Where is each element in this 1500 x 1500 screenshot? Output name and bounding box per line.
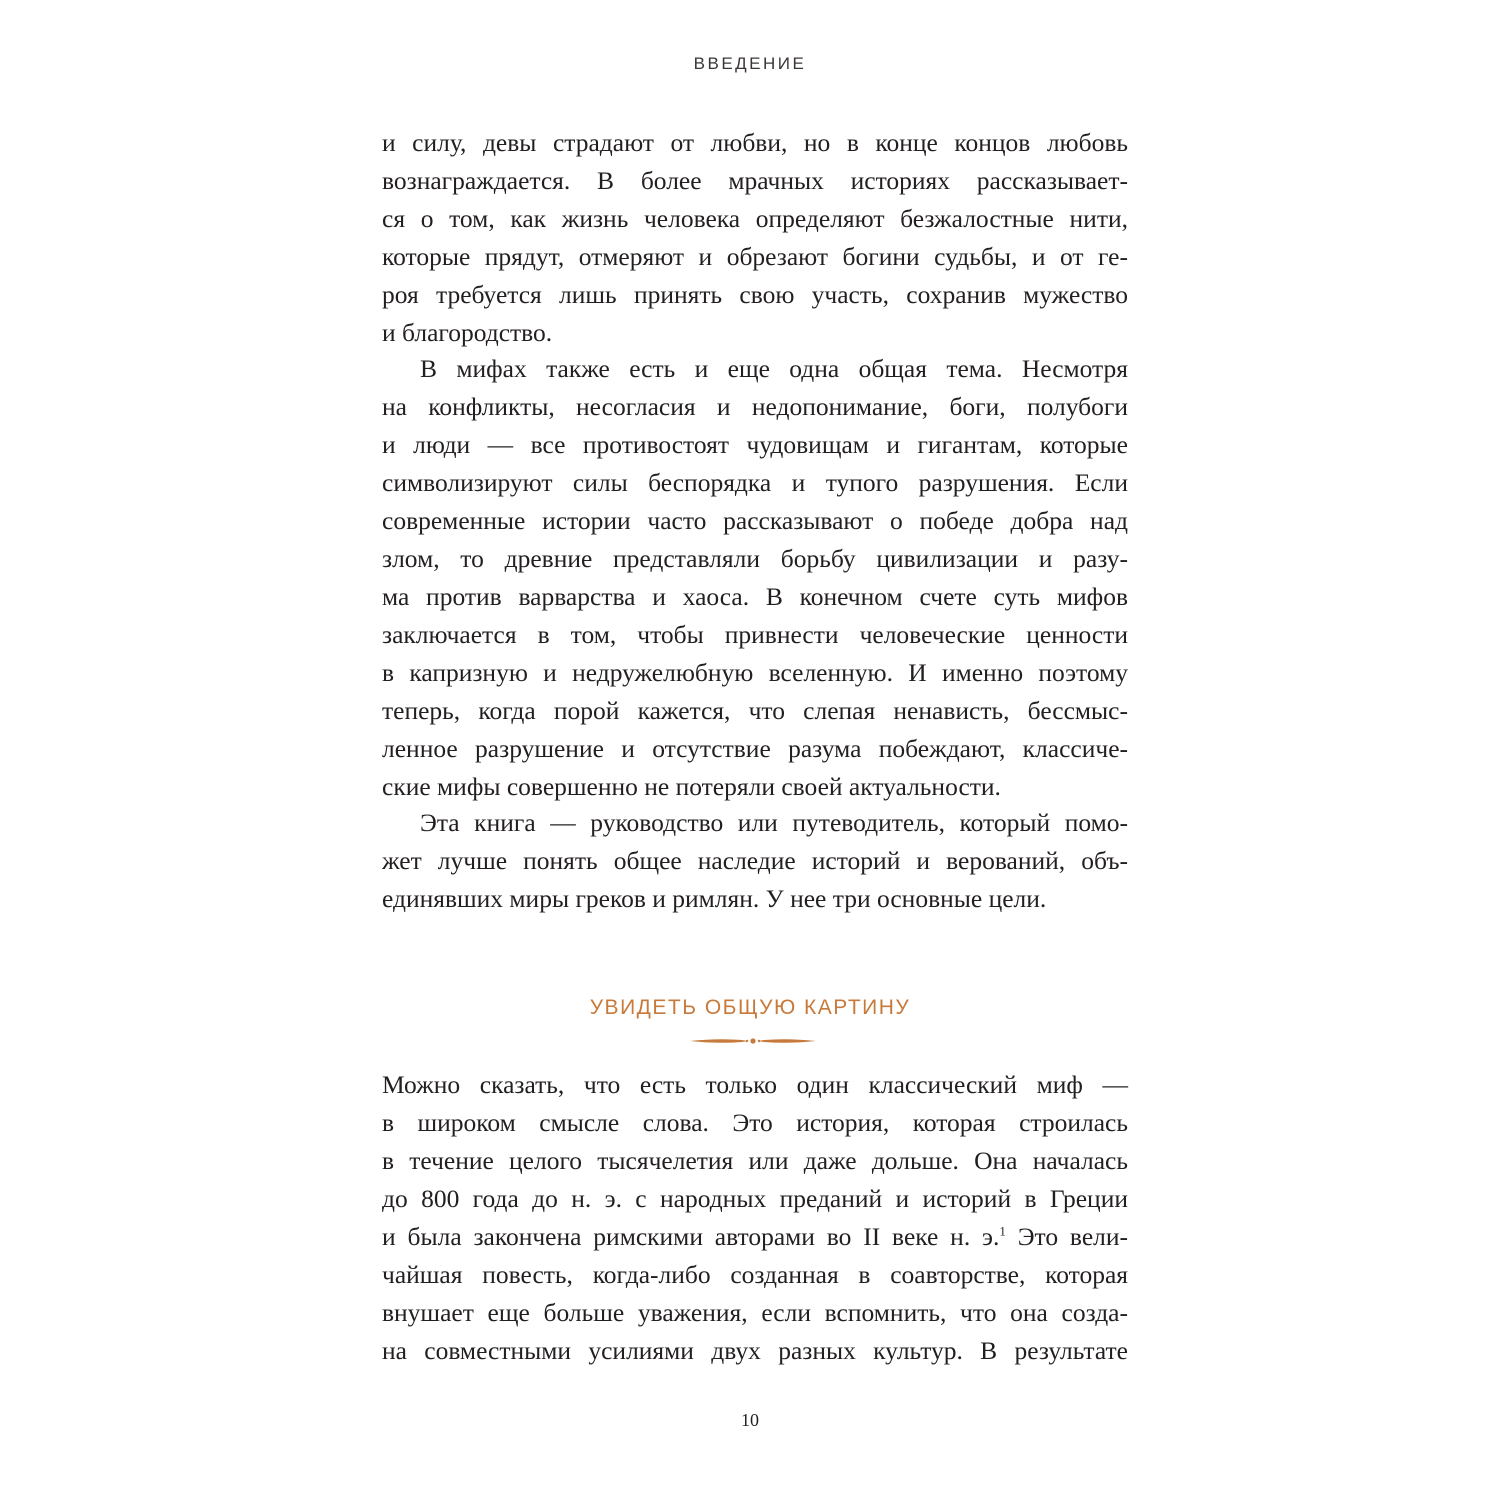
paragraph-line: жет лучше понять общее наследие историй и верований, объ- <box>382 846 1128 875</box>
paragraph-line: ские мифы совершенно не потеряли своей актуальности. <box>382 772 1001 801</box>
paragraph-line: заключается в том, чтобы привнести человеческие ценности <box>382 620 1128 649</box>
paragraph-line: и силу, девы страдают от любви, но в конце концов любовь <box>382 128 1128 157</box>
paragraph-line: ленное разрушение и отсутствие разума побеждают, классиче- <box>382 734 1128 763</box>
paragraph-line: теперь, когда порой кажется, что слепая ненависть, бессмыс- <box>382 696 1128 725</box>
paragraph-line: в течение целого тысячелетия или даже дольше. Она началась <box>382 1146 1128 1175</box>
paragraph-line: внушает еще больше уважения, если вспомнить, что она созда- <box>382 1298 1128 1327</box>
paragraph-line: и благородство. <box>382 318 553 347</box>
paragraph-line: В мифах также есть и еще одна общая тема. Несмотря <box>420 354 1128 383</box>
section-ornament <box>688 1034 818 1048</box>
paragraph-line: которые прядут, отмеряют и обрезают богини судьбы, и от ге- <box>382 242 1128 271</box>
paragraph-line: и люди — все противостоят чудовищам и гигантам, которые <box>382 430 1128 459</box>
paragraph-line: Эта книга — руководство или путеводитель, который помо- <box>420 808 1128 837</box>
paragraph-line: чайшая повесть, когда-либо созданная в соавторстве, которая <box>382 1260 1128 1289</box>
section-title: УВИДЕТЬ ОБЩУЮ КАРТИНУ <box>589 996 911 1019</box>
running-head: ВВЕДЕНИЕ <box>693 54 807 73</box>
paragraph-line: символизируют силы беспорядка и тупого разрушения. Если <box>382 468 1128 497</box>
paragraph-line: на конфликты, несогласия и недопонимание, боги, полубоги <box>382 392 1128 421</box>
paragraph-line: ся о том, как жизнь человека определяют безжалостные нити, <box>382 204 1128 233</box>
paragraph-line: современные истории часто рассказывают о победе добра над <box>382 506 1128 535</box>
paragraph-line: Можно сказать, что есть только один классический миф — <box>382 1070 1128 1099</box>
paragraph-line: вознаграждается. В более мрачных историях рассказывает- <box>382 166 1128 195</box>
paragraph-line: до 800 года до н. э. с народных преданий и историй в Греции <box>382 1184 1128 1213</box>
paragraph-line <box>382 1218 1128 1256</box>
footnote-marker[interactable]: 1 <box>999 1223 1006 1239</box>
paragraph-line-text: и была закончена римскими авторами во II веке н. э. <box>382 1222 1000 1251</box>
paragraph-line: роя требуется лишь принять свою участь, сохранив мужество <box>382 280 1128 309</box>
paragraph-line: в капризную и недружелюбную вселенную. И именно поэтому <box>382 658 1128 687</box>
paragraph-line: в широком смысле слова. Это история, которая строилась <box>382 1108 1128 1137</box>
paragraph-line: единявших миры греков и римлян. У нее три основные цели. <box>382 884 1047 913</box>
paragraph-line: ма против варварства и хаоса. В конечном счете суть мифов <box>382 582 1128 611</box>
paragraph-line: на совместными усилиями двух разных культур. В результате <box>382 1336 1128 1365</box>
paragraph-line: злом, то древние представляли борьбу цивилизации и разу- <box>382 544 1128 573</box>
page-number: 10 <box>741 1410 759 1430</box>
paragraph-line-text: Это вели- <box>1017 1222 1129 1251</box>
